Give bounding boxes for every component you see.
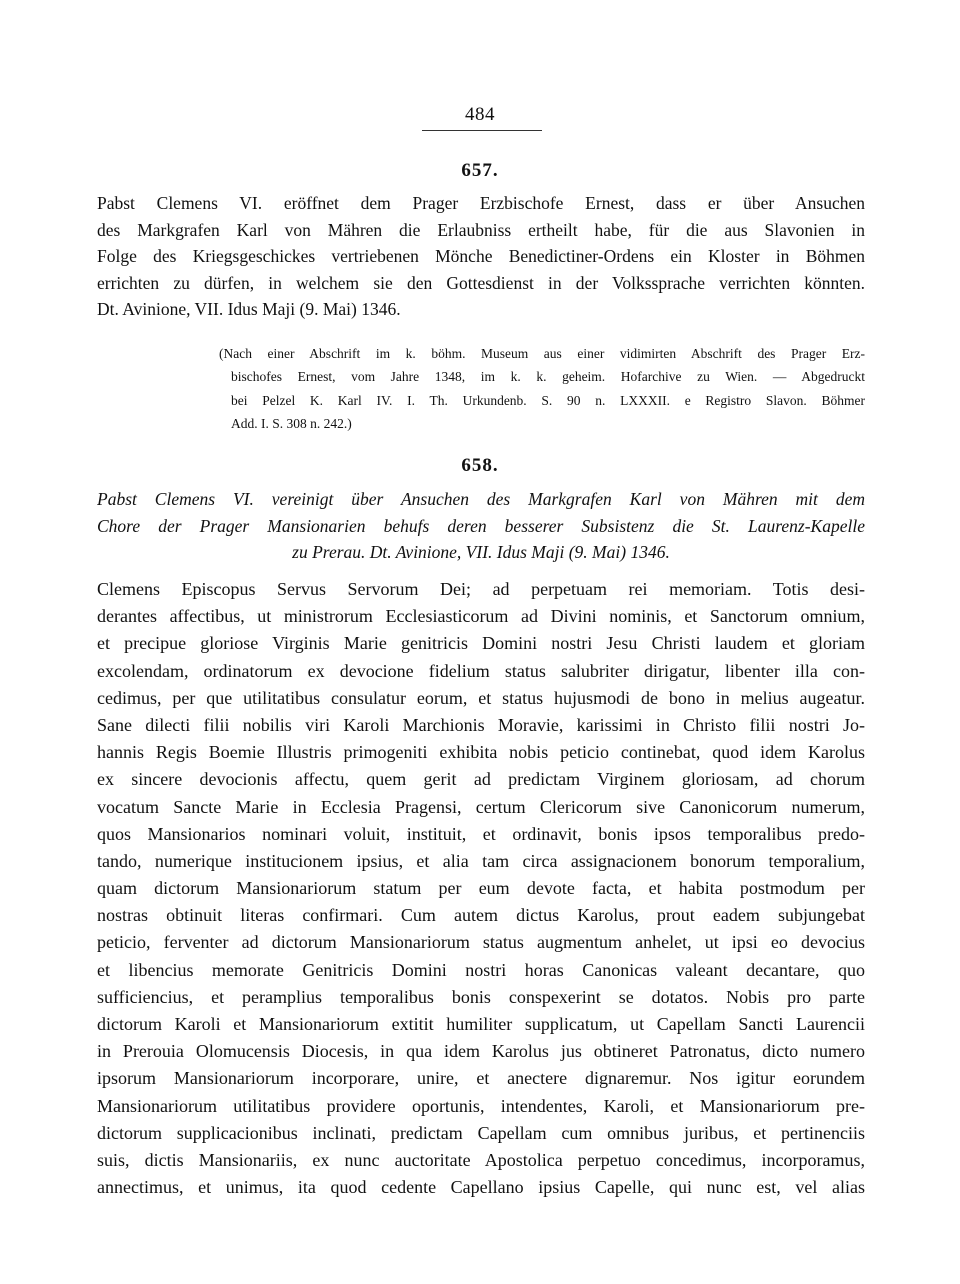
- summary-657-line: des Markgrafen Karl von Mähren die Erlaubniss ertheilt habe, für die aus Slavonien in: [97, 219, 865, 240]
- charter-line: annectimus, et unimus, ita quod cedente Capellano ipsius Capelle, qui nunc est, vel alias: [97, 1177, 865, 1198]
- charter-line: Mansionariorum utilitatibus providere oportunis, intendentes, Karoli, et Mansionariorum pre-: [97, 1095, 865, 1116]
- charter-line: dictorum supplicacionibus inclinati, predictam Capellam cum omnibus juribus, et pertinenciis: [97, 1122, 865, 1143]
- summary-658-line: Pabst Clemens VI. vereinigt über Ansuchen des Markgrafen Karl von Mähren mit dem: [97, 489, 865, 509]
- charter-line: hannis Regis Boemie Illustris primogeniti exhibita nobis peticio continebat, quod idem Karolus: [97, 742, 865, 763]
- summary-657-line: Dt. Avinione, VII. Idus Maji (9. Mai) 1346.: [97, 299, 401, 320]
- charter-line: derantes affectibus, ut ministrorum Ecclesiasticorum ad Divini nominis, et Sanctorum omnium,: [97, 606, 865, 627]
- charter-line: in Prerouia Olomucensis Diocesis, in qua idem Karolus jus obtineret Patronatus, dicto numero: [97, 1041, 865, 1062]
- charter-line: vocatum Sancte Marie in Ecclesia Pragensi, certum Clericorum sive Canonicorum numerum,: [97, 796, 865, 817]
- charter-line: ipsorum Mansionariorum incorporare, unire, et anectere dignaremur. Nos igitur eorundem: [97, 1068, 865, 1089]
- charter-line: suis, dictis Mansionariis, ex nunc auctoritate Apostolica perpetuo concedimus, incorporamus,: [97, 1149, 865, 1170]
- document-number-658: 658.: [461, 455, 499, 476]
- charter-line: Clemens Episcopus Servus Servorum Dei; ad perpetuam rei memoriam. Totis desi-: [97, 579, 865, 599]
- document-number-657: 657.: [461, 160, 499, 181]
- header-rule: [422, 130, 542, 131]
- charter-line: sufficiencius, et peramplius temporalibus bonis conspexerint se dotatos. Nobis pro parte: [97, 986, 865, 1007]
- summary-657-line: Pabst Clemens VI. eröffnet dem Prager Erzbischofe Ernest, dass er über Ansuchen: [97, 193, 865, 213]
- summary-658-line: Chore der Prager Mansionarien behufs deren besserer Subsistenz die St. Laurenz-Kapelle: [97, 515, 865, 536]
- charter-line: dictorum Karoli et Mansionariorum extitit humiliter supplicatum, ut Capellam Sancti Laurencii: [97, 1014, 865, 1034]
- summary-657-line: Folge des Kriegsgeschickes vertriebenen Mönche Benedictiner-Ordens ein Kloster in Böhmen: [97, 246, 865, 267]
- summary-657-line: errichten zu dürfen, in welchem sie den Gottesdienst in der Volkssprache verrichten könnten.: [97, 272, 865, 293]
- charter-line: peticio, ferventer ad dictorum Mansionariorum status augmentum anhelet, ut ipsi eo devocius: [97, 932, 865, 953]
- source-note-line: (Nach einer Abschrift im k. böhm. Museum aus einer vidimirten Abschrift des Prager Erz-: [219, 346, 865, 361]
- charter-line: et libencius memorate Genitricis Domini nostri horas Canonicas valeant decantare, quo: [97, 959, 865, 980]
- charter-line: tando, numerique institucionem ipsius, et alia tam circa assignacionem bonorum temporalium,: [97, 850, 865, 871]
- charter-line: et precipue gloriose Virginis Marie genitricis Domini nostri Jesu Christi laudem et gloriam: [97, 633, 865, 654]
- summary-657: [97, 190, 865, 323]
- charter-line: ex sincere devocionis affectu, quem gerit ad predictam Virginem gloriosam, ad chorum: [97, 769, 865, 790]
- charter-line: quos Mansionarios nominari voluit, instituit, et ordinavit, bonis ipsos temporalibus predo-: [97, 823, 865, 844]
- charter-text-658: [97, 576, 865, 1201]
- charter-line: quam dictorum Mansionariorum statum per eum devote facta, et habita postmodum per: [97, 878, 865, 899]
- source-note-line: Add. I. S. 308 n. 242.): [231, 416, 352, 432]
- summary-658-line: zu Prerau. Dt. Avinione, VII. Idus Maji (9. Mai) 1346.: [292, 542, 670, 563]
- source-note-line: bei Pelzel K. Karl IV. I. Th. Urkundenb. S. 90 n. LXXXII. e Registro Slavon. Böhmer: [231, 392, 865, 408]
- source-note-657: [219, 342, 865, 436]
- page-number: 484: [465, 104, 495, 125]
- source-note-line: bischofes Ernest, vom Jahre 1348, im k. k. geheim. Hofarchive zu Wien. — Abgedruckt: [231, 369, 865, 385]
- charter-line: cedimus, per que utilitatibus consulatur eorum, et status hujusmodi de bono in melius augeatur.: [97, 687, 865, 708]
- charter-line: Sane dilecti filii nobilis viri Karoli Marchionis Moravie, karissimi in Christo filii nostri Jo-: [97, 714, 865, 735]
- summary-658: [97, 486, 865, 566]
- charter-line: excolendam, ordinatorum ex devocione fidelium status salubriter dirigatur, libenter illa con-: [97, 660, 865, 681]
- charter-line: nostras obtinuit literas confirmari. Cum autem dictus Karolus, prout eadem subjungebat: [97, 905, 865, 926]
